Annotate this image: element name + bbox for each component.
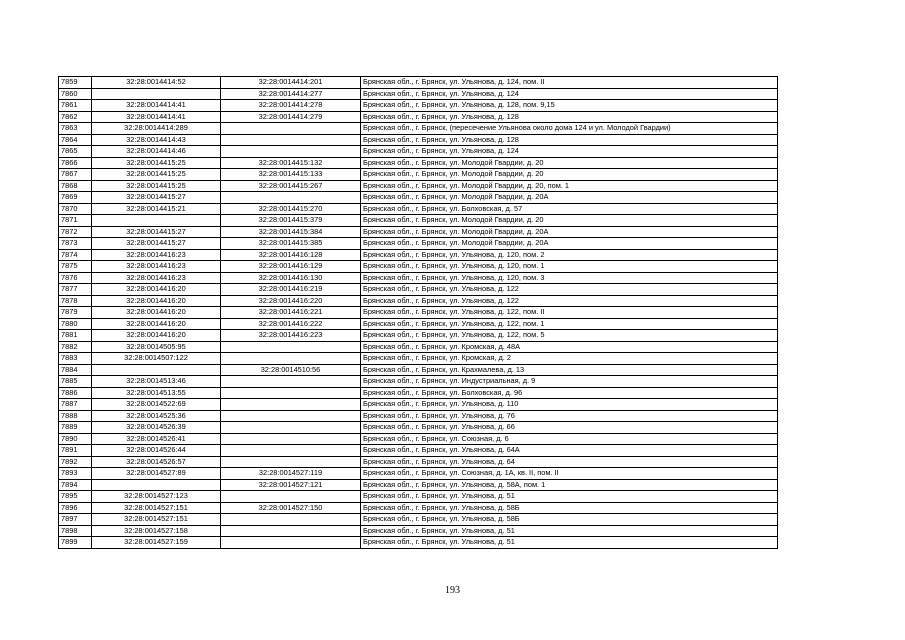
table-row: [59, 456, 778, 468]
table-row: [59, 134, 778, 146]
parcel-number-cell: 32:28:0014505:95: [92, 341, 221, 353]
row-number-cell: 7863: [59, 123, 92, 135]
row-number-cell: 7873: [59, 238, 92, 250]
object-number-cell: 32:28:0014416:222: [221, 318, 361, 330]
object-number-cell: 32:28:0014414:277: [221, 88, 361, 100]
table-row: [59, 203, 778, 215]
parcel-number-cell: 32:28:0014522:69: [92, 399, 221, 411]
table-row: [59, 502, 778, 514]
row-number-cell: 7864: [59, 134, 92, 146]
parcel-number-cell: 32:28:0014415:27: [92, 192, 221, 204]
object-number-cell: 32:28:0014527:119: [221, 468, 361, 480]
table-row: [59, 399, 778, 411]
address-cell: Брянская обл., г. Брянск, (пересечение Ульянова около дома 124 и ул. Молодой Гвардии): [361, 123, 778, 135]
table-row: [59, 364, 778, 376]
address-cell: Брянская обл., г. Брянск, ул. Ульянова, д. 122: [361, 284, 778, 296]
row-number-cell: 7892: [59, 456, 92, 468]
row-number-cell: 7869: [59, 192, 92, 204]
table-row: [59, 479, 778, 491]
parcel-number-cell: 32:28:0014415:25: [92, 169, 221, 181]
table-row: [59, 238, 778, 250]
object-number-cell: 32:28:0014416:223: [221, 330, 361, 342]
address-cell: Брянская обл., г. Брянск, ул. Ульянова, д. 64А: [361, 445, 778, 457]
parcel-number-cell: 32:28:0014527:158: [92, 525, 221, 537]
row-number-cell: 7883: [59, 353, 92, 365]
address-cell: Брянская обл., г. Брянск, ул. Ульянова, д. 128, пом. 9,15: [361, 100, 778, 112]
object-number-cell: [221, 491, 361, 503]
parcel-number-cell: 32:28:0014414:289: [92, 123, 221, 135]
object-number-cell: 32:28:0014414:278: [221, 100, 361, 112]
address-cell: Брянская обл., г. Брянск, ул. Ульянова, д. 66: [361, 422, 778, 434]
row-number-cell: 7865: [59, 146, 92, 158]
table-row: [59, 261, 778, 273]
parcel-number-cell: 32:28:0014416:20: [92, 307, 221, 319]
object-number-cell: [221, 433, 361, 445]
row-number-cell: 7868: [59, 180, 92, 192]
row-number-cell: 7867: [59, 169, 92, 181]
address-cell: Брянская обл., г. Брянск, ул. Индустриальная, д. 9: [361, 376, 778, 388]
table-row: [59, 433, 778, 445]
object-number-cell: [221, 146, 361, 158]
row-number-cell: 7886: [59, 387, 92, 399]
object-number-cell: [221, 456, 361, 468]
parcel-number-cell: 32:28:0014415:25: [92, 157, 221, 169]
parcel-number-cell: 32:28:0014526:41: [92, 433, 221, 445]
parcel-number-cell: 32:28:0014415:25: [92, 180, 221, 192]
row-number-cell: 7860: [59, 88, 92, 100]
object-number-cell: [221, 341, 361, 353]
address-cell: Брянская обл., г. Брянск, ул. Ульянова, д. 122, пом. 1: [361, 318, 778, 330]
parcel-number-cell: 32:28:0014414:41: [92, 111, 221, 123]
parcel-number-cell: [92, 364, 221, 376]
address-cell: Брянская обл., г. Брянск, ул. Союзная, д. 1А, кв. II, пом. II: [361, 468, 778, 480]
parcel-number-cell: 32:28:0014526:57: [92, 456, 221, 468]
parcel-number-cell: 32:28:0014414:41: [92, 100, 221, 112]
object-number-cell: 32:28:0014415:270: [221, 203, 361, 215]
parcel-number-cell: 32:28:0014527:89: [92, 468, 221, 480]
address-cell: Брянская обл., г. Брянск, ул. Ульянова, д. 122: [361, 295, 778, 307]
row-number-cell: 7896: [59, 502, 92, 514]
object-number-cell: 32:28:0014527:150: [221, 502, 361, 514]
address-cell: Брянская обл., г. Брянск, ул. Крахмалева, д. 13: [361, 364, 778, 376]
object-number-cell: 32:28:0014416:219: [221, 284, 361, 296]
object-number-cell: [221, 192, 361, 204]
row-number-cell: 7893: [59, 468, 92, 480]
row-number-cell: 7878: [59, 295, 92, 307]
table-row: [59, 100, 778, 112]
object-number-cell: [221, 422, 361, 434]
table-row: [59, 468, 778, 480]
address-cell: Брянская обл., г. Брянск, ул. Ульянова, д. 122, пом. 5: [361, 330, 778, 342]
address-cell: Брянская обл., г. Брянск, ул. Ульянова, д. 122, пом. II: [361, 307, 778, 319]
parcel-number-cell: 32:28:0014525:36: [92, 410, 221, 422]
parcel-number-cell: [92, 479, 221, 491]
address-cell: Брянская обл., г. Брянск, ул. Союзная, д. 6: [361, 433, 778, 445]
table-row: [59, 491, 778, 503]
table-row: [59, 215, 778, 227]
table-row: [59, 249, 778, 261]
table-row: [59, 146, 778, 158]
address-cell: Брянская обл., г. Брянск, ул. Ульянова, д. 51: [361, 537, 778, 549]
table-row: [59, 525, 778, 537]
row-number-cell: 7875: [59, 261, 92, 273]
object-number-cell: 32:28:0014416:221: [221, 307, 361, 319]
parcel-number-cell: 32:28:0014414:43: [92, 134, 221, 146]
row-number-cell: 7897: [59, 514, 92, 526]
address-cell: Брянская обл., г. Брянск, ул. Молодой Гвардии, д. 20А: [361, 238, 778, 250]
table-row: [59, 353, 778, 365]
row-number-cell: 7876: [59, 272, 92, 284]
parcel-number-cell: 32:28:0014527:151: [92, 514, 221, 526]
address-cell: Брянская обл., г. Брянск, ул. Ульянова, д. 64: [361, 456, 778, 468]
address-cell: Брянская обл., г. Брянск, ул. Молодой Гвардии, д. 20А: [361, 192, 778, 204]
object-number-cell: 32:28:0014416:129: [221, 261, 361, 273]
table-row: [59, 341, 778, 353]
row-number-cell: 7889: [59, 422, 92, 434]
object-number-cell: [221, 399, 361, 411]
table-row: [59, 284, 778, 296]
object-number-cell: 32:28:0014414:279: [221, 111, 361, 123]
parcel-number-cell: [92, 215, 221, 227]
address-cell: Брянская обл., г. Брянск, ул. Ульянова, д. 128: [361, 111, 778, 123]
table-row: [59, 88, 778, 100]
row-number-cell: 7885: [59, 376, 92, 388]
registry-table: [58, 76, 778, 549]
address-cell: Брянская обл., г. Брянск, ул. Ульянова, д. 58Б: [361, 514, 778, 526]
row-number-cell: 7871: [59, 215, 92, 227]
parcel-number-cell: 32:28:0014416:23: [92, 249, 221, 261]
address-cell: Брянская обл., г. Брянск, ул. Кромская, д. 48А: [361, 341, 778, 353]
row-number-cell: 7862: [59, 111, 92, 123]
table-row: [59, 514, 778, 526]
parcel-number-cell: 32:28:0014414:52: [92, 77, 221, 89]
address-cell: Брянская обл., г. Брянск, ул. Ульянова, д. 58А, пом. 1: [361, 479, 778, 491]
row-number-cell: 7877: [59, 284, 92, 296]
object-number-cell: 32:28:0014415:384: [221, 226, 361, 238]
object-number-cell: 32:28:0014510:56: [221, 364, 361, 376]
table-row: [59, 169, 778, 181]
object-number-cell: [221, 387, 361, 399]
parcel-number-cell: 32:28:0014527:159: [92, 537, 221, 549]
address-cell: Брянская обл., г. Брянск, ул. Ульянова, д. 120, пом. 2: [361, 249, 778, 261]
object-number-cell: [221, 376, 361, 388]
table-row: [59, 422, 778, 434]
parcel-number-cell: 32:28:0014414:46: [92, 146, 221, 158]
row-number-cell: 7884: [59, 364, 92, 376]
row-number-cell: 7888: [59, 410, 92, 422]
row-number-cell: 7866: [59, 157, 92, 169]
address-cell: Брянская обл., г. Брянск, ул. Молодой Гвардии, д. 20А: [361, 226, 778, 238]
address-cell: Брянская обл., г. Брянск, ул. Болховская, д. 96: [361, 387, 778, 399]
address-cell: Брянская обл., г. Брянск, ул. Молодой Гвардии, д. 20: [361, 215, 778, 227]
table-row: [59, 387, 778, 399]
object-number-cell: [221, 134, 361, 146]
address-cell: Брянская обл., г. Брянск, ул. Ульянова, д. 51: [361, 491, 778, 503]
page-number: 193: [445, 585, 460, 596]
table-row: [59, 376, 778, 388]
address-cell: Брянская обл., г. Брянск, ул. Ульянова, д. 124, пом. II: [361, 77, 778, 89]
table-row: [59, 192, 778, 204]
object-number-cell: 32:28:0014414:201: [221, 77, 361, 89]
address-cell: Брянская обл., г. Брянск, ул. Ульянова, д. 124: [361, 88, 778, 100]
object-number-cell: 32:28:0014415:379: [221, 215, 361, 227]
row-number-cell: 7880: [59, 318, 92, 330]
parcel-number-cell: 32:28:0014416:23: [92, 272, 221, 284]
parcel-number-cell: 32:28:0014416:23: [92, 261, 221, 273]
table-row: [59, 410, 778, 422]
table-row: [59, 537, 778, 549]
object-number-cell: [221, 445, 361, 457]
address-cell: Брянская обл., г. Брянск, ул. Молодой Гвардии, д. 20: [361, 157, 778, 169]
parcel-number-cell: 32:28:0014513:46: [92, 376, 221, 388]
address-cell: Брянская обл., г. Брянск, ул. Ульянова, д. 120, пом. 3: [361, 272, 778, 284]
parcel-number-cell: 32:28:0014416:20: [92, 284, 221, 296]
parcel-number-cell: 32:28:0014513:55: [92, 387, 221, 399]
row-number-cell: 7881: [59, 330, 92, 342]
parcel-number-cell: 32:28:0014526:44: [92, 445, 221, 457]
row-number-cell: 7895: [59, 491, 92, 503]
table-row: [59, 157, 778, 169]
row-number-cell: 7859: [59, 77, 92, 89]
address-cell: Брянская обл., г. Брянск, ул. Кромская, д. 2: [361, 353, 778, 365]
table-row: [59, 272, 778, 284]
address-cell: Брянская обл., г. Брянск, ул. Молодой Гвардии, д. 20: [361, 169, 778, 181]
table-row: [59, 77, 778, 89]
table-row: [59, 318, 778, 330]
row-number-cell: 7887: [59, 399, 92, 411]
object-number-cell: [221, 410, 361, 422]
parcel-number-cell: 32:28:0014416:20: [92, 318, 221, 330]
object-number-cell: 32:28:0014416:130: [221, 272, 361, 284]
parcel-number-cell: 32:28:0014526:39: [92, 422, 221, 434]
parcel-number-cell: 32:28:0014527:123: [92, 491, 221, 503]
table-row: [59, 445, 778, 457]
table-row: [59, 330, 778, 342]
object-number-cell: 32:28:0014416:128: [221, 249, 361, 261]
row-number-cell: 7890: [59, 433, 92, 445]
object-number-cell: [221, 353, 361, 365]
parcel-number-cell: 32:28:0014415:27: [92, 238, 221, 250]
address-cell: Брянская обл., г. Брянск, ул. Ульянова, д. 120, пом. 1: [361, 261, 778, 273]
parcel-number-cell: 32:28:0014415:21: [92, 203, 221, 215]
parcel-number-cell: 32:28:0014416:20: [92, 295, 221, 307]
row-number-cell: 7882: [59, 341, 92, 353]
row-number-cell: 7891: [59, 445, 92, 457]
row-number-cell: 7894: [59, 479, 92, 491]
object-number-cell: 32:28:0014527:121: [221, 479, 361, 491]
object-number-cell: [221, 525, 361, 537]
table-row: [59, 111, 778, 123]
table-row: [59, 180, 778, 192]
object-number-cell: 32:28:0014415:133: [221, 169, 361, 181]
object-number-cell: 32:28:0014415:267: [221, 180, 361, 192]
table-row: [59, 295, 778, 307]
address-cell: Брянская обл., г. Брянск, ул. Ульянова, д. 51: [361, 525, 778, 537]
row-number-cell: 7898: [59, 525, 92, 537]
address-cell: Брянская обл., г. Брянск, ул. Ульянова, д. 124: [361, 146, 778, 158]
object-number-cell: [221, 537, 361, 549]
object-number-cell: 32:28:0014415:132: [221, 157, 361, 169]
row-number-cell: 7874: [59, 249, 92, 261]
address-cell: Брянская обл., г. Брянск, ул. Ульянова, д. 76: [361, 410, 778, 422]
address-cell: Брянская обл., г. Брянск, ул. Молодой Гвардии, д. 20, пом. 1: [361, 180, 778, 192]
address-cell: Брянская обл., г. Брянск, ул. Ульянова, д. 58Б: [361, 502, 778, 514]
parcel-number-cell: [92, 88, 221, 100]
parcel-number-cell: 32:28:0014416:20: [92, 330, 221, 342]
object-number-cell: [221, 123, 361, 135]
table-row: [59, 226, 778, 238]
row-number-cell: 7861: [59, 100, 92, 112]
parcel-number-cell: 32:28:0014507:122: [92, 353, 221, 365]
row-number-cell: 7879: [59, 307, 92, 319]
row-number-cell: 7899: [59, 537, 92, 549]
row-number-cell: 7870: [59, 203, 92, 215]
parcel-number-cell: 32:28:0014415:27: [92, 226, 221, 238]
address-cell: Брянская обл., г. Брянск, ул. Ульянова, д. 128: [361, 134, 778, 146]
registry-table-body: [59, 77, 778, 549]
table-row: [59, 123, 778, 135]
address-cell: Брянская обл., г. Брянск, ул. Ульянова, д. 110: [361, 399, 778, 411]
object-number-cell: 32:28:0014416:220: [221, 295, 361, 307]
table-row: [59, 307, 778, 319]
row-number-cell: 7872: [59, 226, 92, 238]
address-cell: Брянская обл., г. Брянск, ул. Болховская, д. 57: [361, 203, 778, 215]
object-number-cell: [221, 514, 361, 526]
object-number-cell: 32:28:0014415:385: [221, 238, 361, 250]
parcel-number-cell: 32:28:0014527:151: [92, 502, 221, 514]
